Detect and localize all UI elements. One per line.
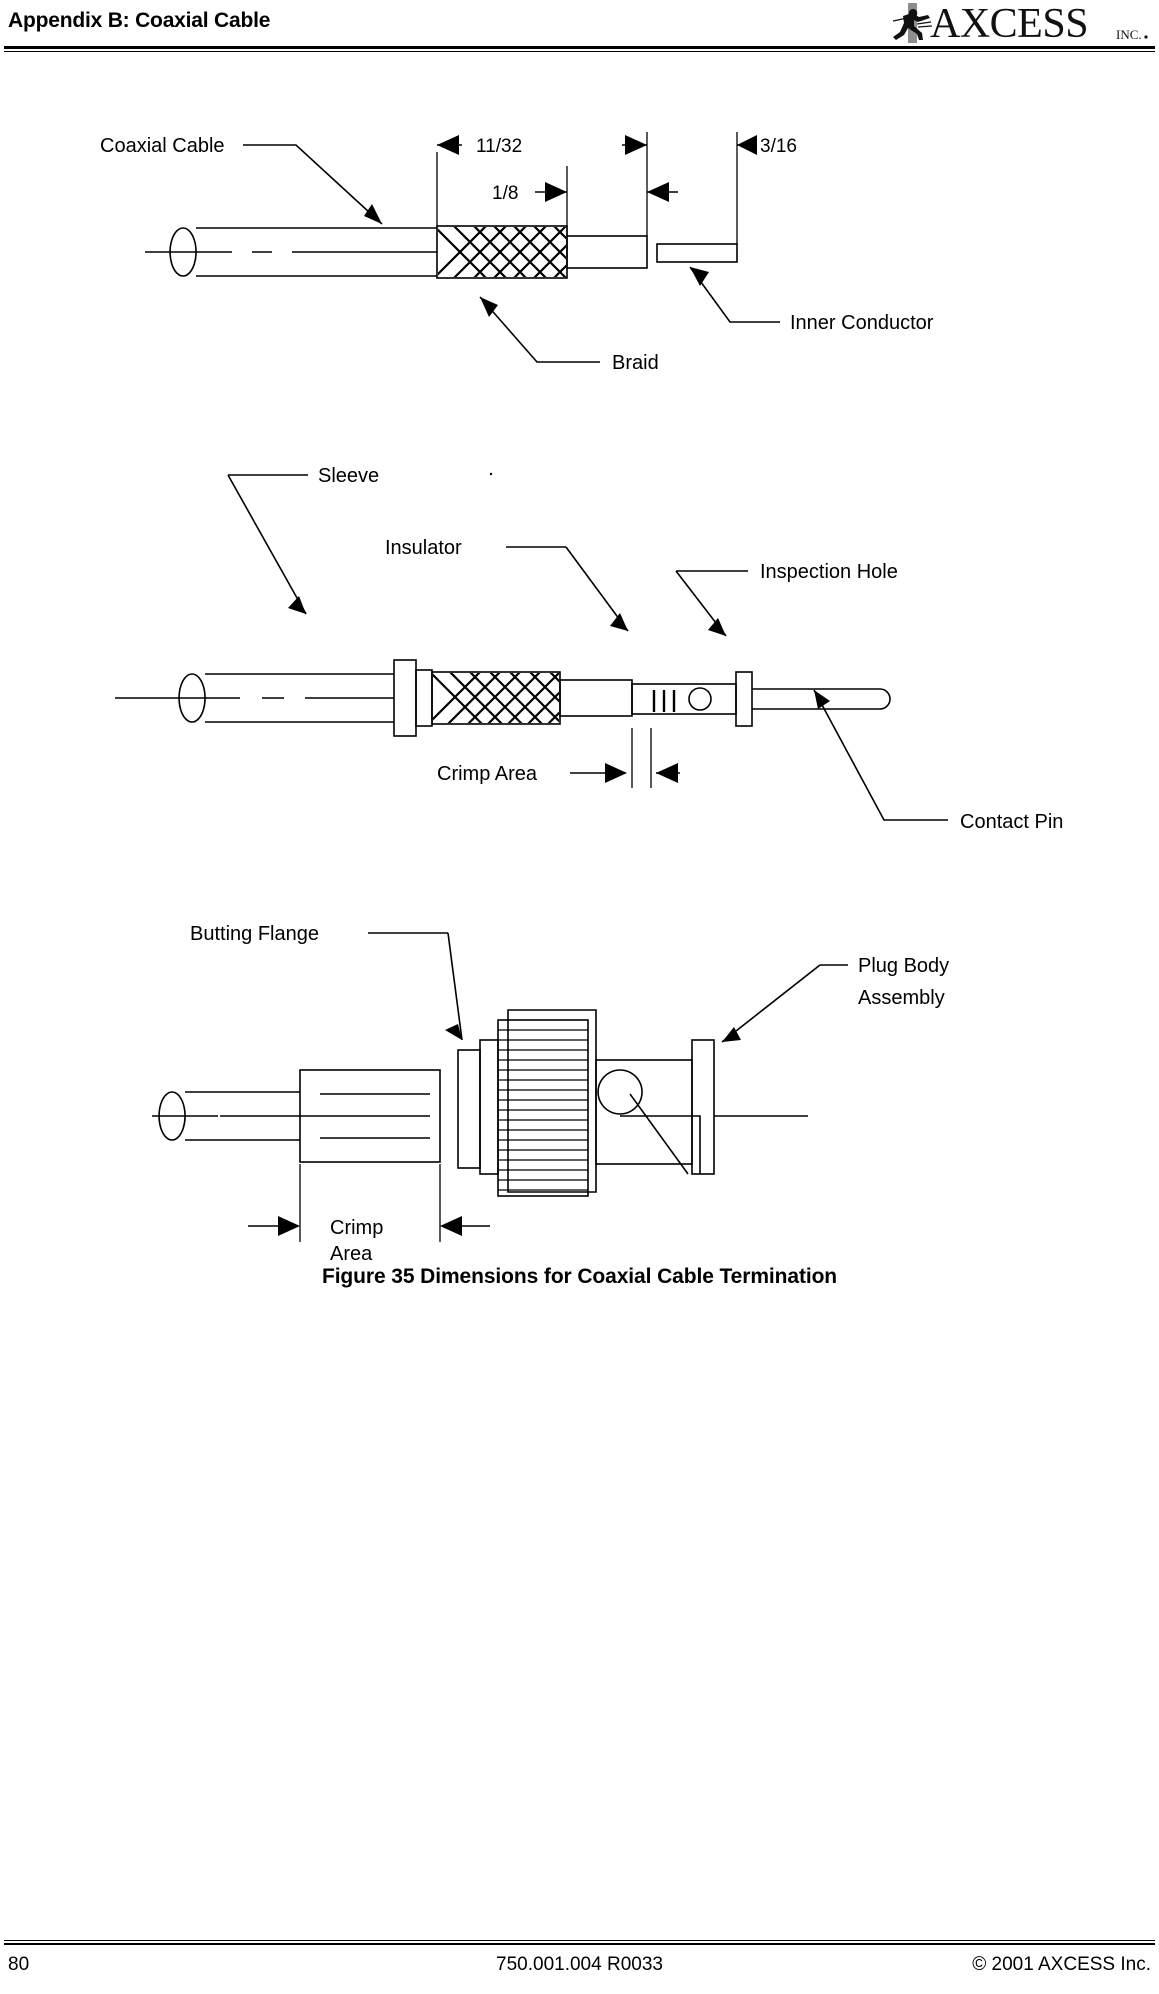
footer-divider <box>4 1940 1155 1945</box>
diagram-plug-body-assembly <box>0 882 1159 1262</box>
logo-inc: INC. <box>1116 27 1142 42</box>
page-title: Appendix B: Coaxial Cable <box>8 9 271 32</box>
label-inner-conductor: Inner Conductor <box>790 312 934 334</box>
dimension-11-32: 11/32 <box>476 136 523 157</box>
label-plug-body-line2: Assembly <box>858 987 945 1009</box>
footer-copyright: © 2001 AXCESS Inc. <box>972 1954 1151 1975</box>
page-header <box>0 0 1159 52</box>
running-figure-icon <box>893 3 932 43</box>
footer-page-number: 80 <box>8 1954 30 1975</box>
label-butting-flange: Butting Flange <box>190 923 319 945</box>
label-coaxial-cable: Coaxial Cable <box>100 135 225 157</box>
label-plug-body-line1: Plug Body <box>858 955 950 977</box>
label-braid: Braid <box>612 352 659 374</box>
artifact-dot <box>490 473 492 475</box>
label-crimp-line2: Area <box>330 1243 373 1262</box>
dimension-3-16: 3/16 <box>760 136 797 157</box>
label-insulator: Insulator <box>385 537 462 559</box>
axcess-logo <box>887 2 1149 44</box>
page-footer <box>0 1940 1159 1994</box>
label-contact-pin: Contact Pin <box>960 811 1064 832</box>
label-crimp-area: Crimp Area <box>437 763 538 785</box>
figure-area <box>0 52 1159 1940</box>
label-inspection-hole: Inspection Hole <box>760 561 898 583</box>
label-crimp-line1: Crimp <box>330 1217 384 1239</box>
figure-caption: Figure 35 Dimensions for Coaxial Cable Termination <box>321 1265 838 1288</box>
diagram-coaxial-cable-stripping-dimensions <box>0 112 1159 442</box>
dimension-1-8: 1/8 <box>492 183 519 204</box>
footer-document-number: 750.001.004 R0033 <box>496 1954 663 1975</box>
diagram-sleeve-contact-pin-assembly <box>0 432 1159 832</box>
logo-wordmark: AXCESS <box>930 2 1089 44</box>
label-sleeve: Sleeve <box>318 465 380 487</box>
